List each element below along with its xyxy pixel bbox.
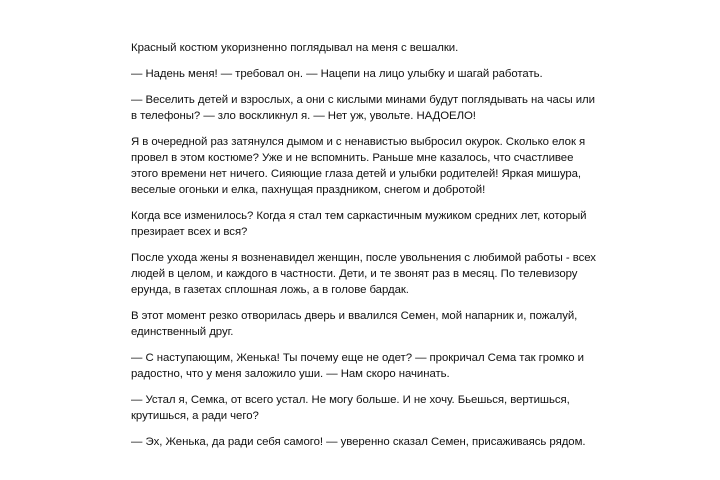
paragraph-4: Я в очередной раз затянулся дымом и с ненавистью выбросил окурок. Сколько елок я провел в этом костюме? Уже и не вспомнить. Раньше мне казалось, что счастливее этого времени нет ничего. Сияющие глаза детей и улыбки родителей! Яркая мишура, веселые огоньки и елка, пахнущая праздником, снегом и добротой! bbox=[131, 136, 586, 196]
paragraph-3: — Веселить детей и взрослых, а они с кислыми минами будут поглядывать на часы или в телефоны? — зло воскликнул я. — Нет уж, увольте. НАДОЕЛО! bbox=[131, 94, 595, 122]
paragraph-8: — С наступающим, Женька! Ты почему еще не одет? — прокричал Сема так громко и радостно, что у меня заложило уши. — Нам скоро начинать. bbox=[131, 352, 584, 380]
paragraph-5: Когда все изменилось? Когда я стал тем саркастичным мужиком средних лет, который презирает всех и вся? bbox=[131, 210, 587, 238]
paragraph-10: — Эх, Женька, да ради себя самого! — уверенно сказал Семен, присаживаясь рядом. bbox=[131, 436, 586, 448]
paragraph-6: После ухода жены я возненавидел женщин, после увольнения с любимой работы - всех людей в целом, и каждого в частности. Дети, и те звонят раз в месяц. По телевизору ерунда, в газетах сплошная ложь, а в голове бардак. bbox=[131, 252, 596, 296]
paragraph-2: — Надень меня! — требовал он. — Нацепи на лицо улыбку и шагай работать. bbox=[131, 68, 543, 80]
paragraph-9: — Устал я, Семка, от всего устал. Не могу больше. И не хочу. Бьешься, вертишься, крутишься, а ради чего? bbox=[131, 394, 570, 422]
paragraph-1: Красный костюм укоризненно поглядывал на меня с вешалки. bbox=[131, 42, 459, 54]
paragraph-7: В этот момент резко отворилась дверь и ввалился Семен, мой напарник и, пожалуй, единственный друг. bbox=[131, 310, 578, 338]
document-body bbox=[131, 40, 599, 460]
